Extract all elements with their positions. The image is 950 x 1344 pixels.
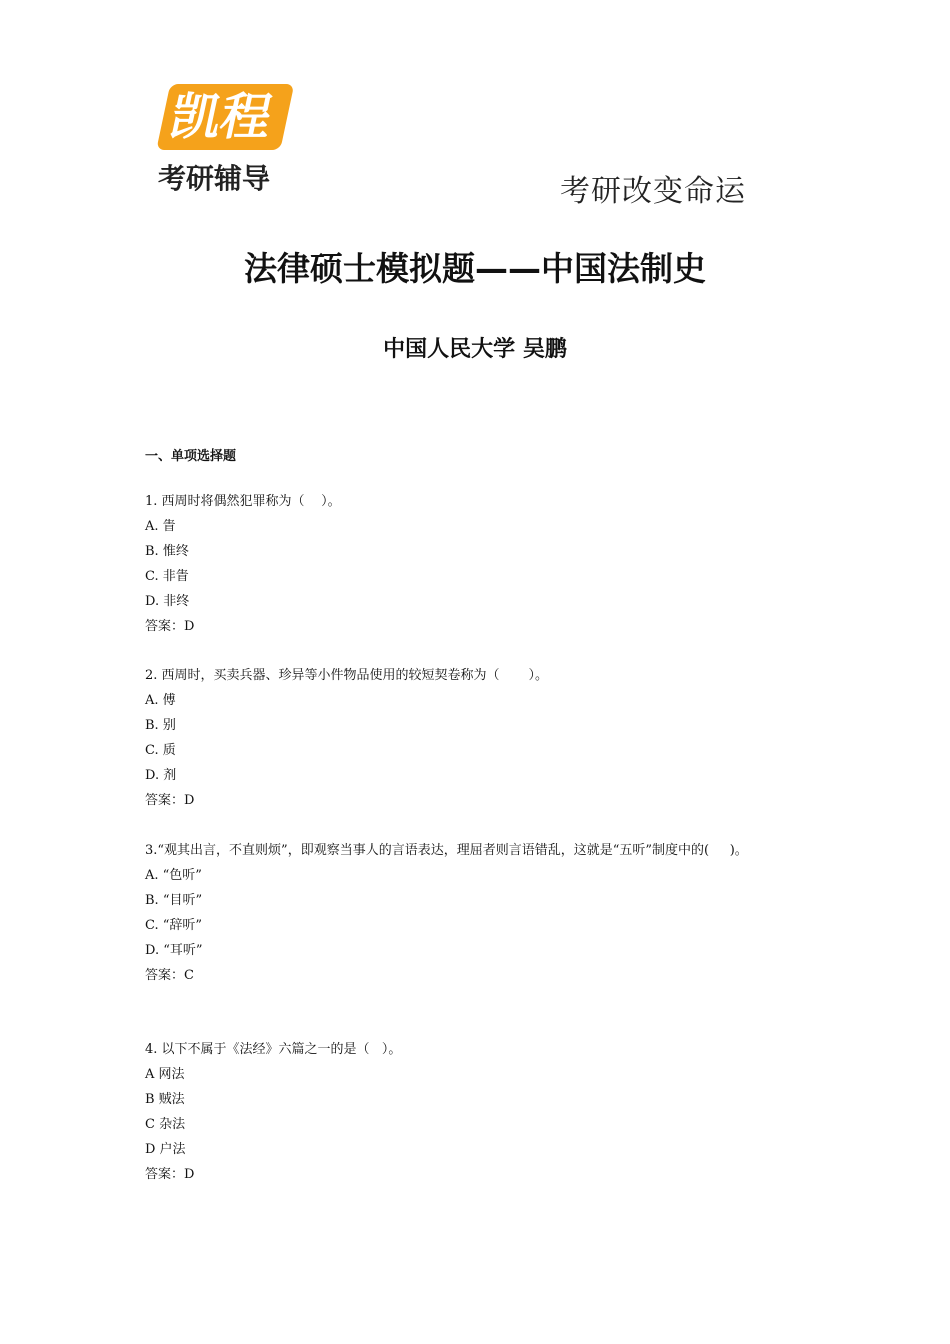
answer: 答案：D — [145, 619, 195, 634]
document-title: 法律硕士模拟题——中国法制史 — [244, 249, 706, 288]
section-heading: 一、单项选择题 — [145, 449, 237, 464]
question-stem: 4. 以下不属于《法经》六篇之一的是（ ）。 — [145, 1042, 402, 1057]
question-stem: 3.“观其出言，不直则烦”，即观察当事人的言语表达，理屈者则言语错乱，这就是“五听”制度中的( )。 — [145, 843, 748, 858]
question-4 — [145, 1041, 401, 1191]
logo-subtitle: 考研辅导 — [158, 162, 271, 195]
answer: 答案：D — [145, 1167, 195, 1182]
answer: 答案：D — [145, 793, 195, 808]
slogan: 考研改变命运 — [560, 174, 746, 209]
option-c: C 杂法 — [145, 1117, 186, 1132]
option-b: B. 惟终 — [145, 544, 189, 559]
question-stem: 1. 西周时将偶然犯罪称为（ ）。 — [145, 494, 341, 509]
question-2 — [145, 667, 548, 817]
option-d: D. 剂 — [145, 768, 177, 783]
option-a: A. 傅 — [145, 693, 176, 708]
question-1 — [145, 493, 341, 643]
question-stem: 2. 西周时，买卖兵器、珍异等小件物品使用的较短契卷称为（ ）。 — [145, 668, 548, 683]
option-a: A. 眚 — [145, 519, 176, 534]
kaicheng-logo — [150, 76, 302, 196]
logo-mark: 凯程 — [165, 87, 278, 146]
option-c: C. “辞听” — [145, 918, 203, 933]
option-c: C. 非眚 — [145, 569, 189, 584]
question-3 — [145, 842, 748, 992]
option-d: D. 非终 — [145, 594, 190, 609]
answer: 答案：C — [145, 968, 194, 983]
author-line: 中国人民大学 吴鹏 — [383, 337, 567, 362]
option-a: A. “色听” — [145, 868, 202, 883]
option-b: B. 别 — [145, 718, 176, 733]
option-c: C. 质 — [145, 743, 176, 758]
option-d: D. “耳听” — [145, 943, 203, 958]
option-d: D 户法 — [145, 1142, 186, 1157]
option-a: A 网法 — [145, 1067, 185, 1082]
option-b: B. “目听” — [145, 893, 203, 908]
option-b: B 贼法 — [145, 1092, 185, 1107]
